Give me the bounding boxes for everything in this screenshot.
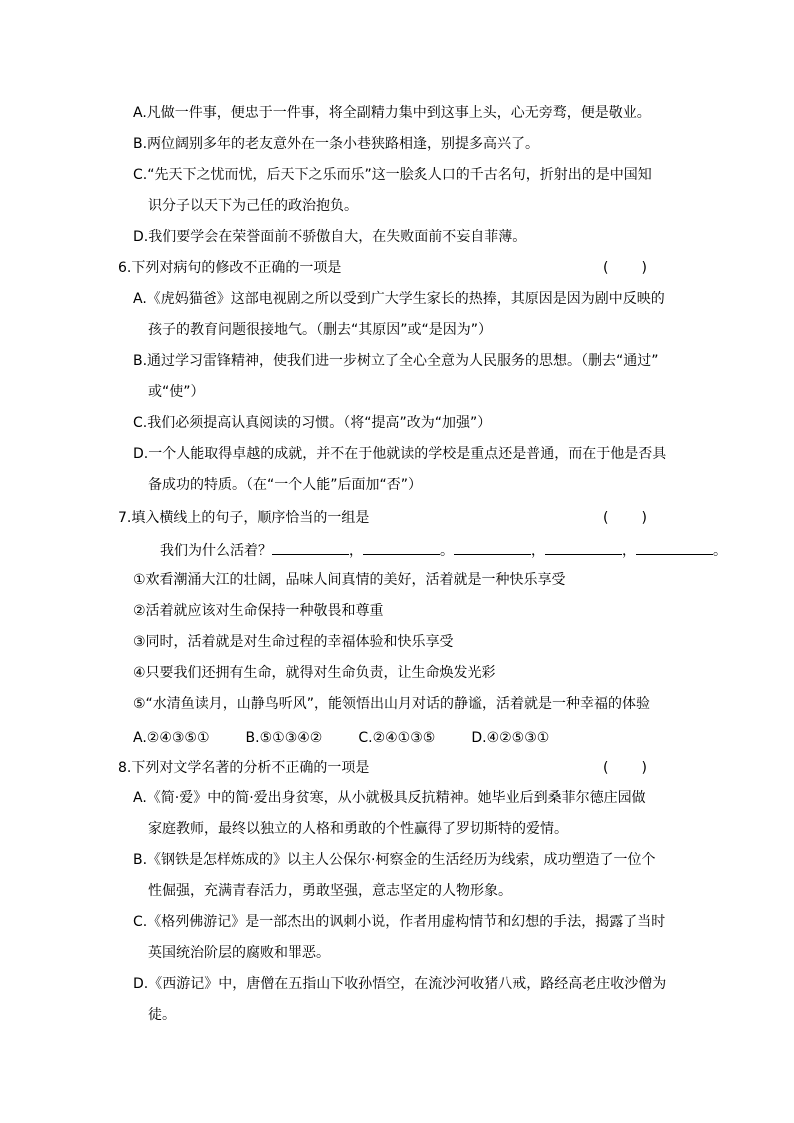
option-d-cont: 徒。	[148, 1007, 176, 1023]
answer-parentheses: ( )	[603, 260, 647, 276]
option-b-cont: 或“使”）	[148, 384, 205, 400]
choices	[133, 729, 585, 747]
question-stem: 7.填入横线上的句子，顺序恰当的一组是	[118, 510, 370, 526]
answer-parentheses: ( )	[603, 760, 647, 776]
fill-blank-prompt: 我们为什么活着？ ， 。 ， ， 。	[160, 540, 727, 560]
choice-c: C.②④①③⑤	[358, 730, 436, 746]
blank-2[interactable]	[363, 540, 440, 555]
option-b: B.两位阔别多年的老友意外在一条小巷狭路相逢，别提多高兴了。	[133, 136, 540, 152]
option-c: C.“先天下之忧而忧，后天下之乐而乐”这一脍炙人口的千古名句，折射出的是中国知	[133, 167, 652, 183]
blank-4[interactable]	[545, 540, 622, 555]
blank-5[interactable]	[636, 540, 713, 555]
option-b: B.通过学习雷锋精神，使我们进一步树立了全心全意为人民服务的思想。（删去“通过”	[133, 353, 659, 369]
sentence-2: ②活着就应该对生命保持一种敬畏和尊重	[133, 603, 384, 619]
option-a: A.凡做一件事，便忠于一件事，将全副精力集中到这事上头，心无旁骛，便是敬业。	[133, 105, 651, 121]
choice-a: A.②④③⑤①	[133, 730, 210, 746]
option-b-cont: 性倔强，充满青春活力，勇敢坚强，意志坚定的人物形象。	[148, 883, 512, 899]
blank-3[interactable]	[454, 540, 531, 555]
option-c-cont: 英国统治阶层的腐败和罪恶。	[148, 945, 330, 961]
sentence-1: ①欢看潮涌大江的壮阔，品味人间真情的美好，活着就是一种快乐享受	[133, 572, 566, 588]
option-d: D.一个人能取得卓越的成就，并不在于他就读的学校是重点还是普通，而在于他是否具	[133, 446, 667, 462]
option-d-cont: 备成功的特质。（在“一个人能”后面加“否”）	[148, 477, 423, 493]
sentence-3: ③同时，活着就是对生命过程的幸福体验和快乐享受	[133, 634, 454, 650]
option-b: B.《钢铁是怎样炼成的》以主人公保尔·柯察金的生活经历为线索，成功塑造了一位个	[133, 852, 656, 868]
option-c: C.我们必须提高认真阅读的习惯。（将“提高”改为“加强”）	[133, 415, 492, 431]
option-a-cont: 家庭教师，最终以独立的人格和勇敢的个性赢得了罗切斯特的爱情。	[148, 821, 568, 837]
question-stem: 6.下列对病句的修改不正确的一项是	[118, 260, 342, 276]
option-d: D.我们要学会在荣誉面前不骄傲自大，在失败面前不妄自菲薄。	[133, 229, 527, 245]
blank-1[interactable]	[272, 540, 349, 555]
option-a: A.《虎妈猫爸》这部电视剧之所以受到广大学生家长的热捧，其原因是因为剧中反映的	[133, 291, 665, 307]
option-c-cont: 识分子以天下为己任的政治抱负。	[148, 198, 358, 214]
option-c: C.《格列佛游记》是一部杰出的讽刺小说，作者用虚构情节和幻想的手法，揭露了当时	[133, 914, 666, 930]
answer-parentheses: ( )	[603, 510, 647, 526]
choice-b: B.⑤①③④②	[245, 730, 323, 746]
question-stem: 8.下列对文学名著的分析不正确的一项是	[118, 760, 370, 776]
sentence-5: ⑤“水清鱼读月，山静鸟听风”，能领悟出山月对话的静谧，活着就是一种幸福的体验	[133, 696, 651, 712]
option-a: A.《简·爱》中的简·爱出身贫寒，从小就极具反抗精神。她毕业后到桑菲尔德庄园做	[133, 790, 646, 806]
option-a-cont: 孩子的教育问题很接地气。（删去“其原因”或“是因为”）	[148, 322, 493, 338]
choice-d: D.④②⑤③①	[471, 730, 550, 746]
option-d: D.《西游记》中，唐僧在五指山下收孙悟空，在流沙河收猪八戒，路经高老庄收沙僧为	[133, 976, 667, 992]
sentence-4: ④只要我们还拥有生命，就得对生命负责，让生命焕发光彩	[133, 665, 496, 681]
